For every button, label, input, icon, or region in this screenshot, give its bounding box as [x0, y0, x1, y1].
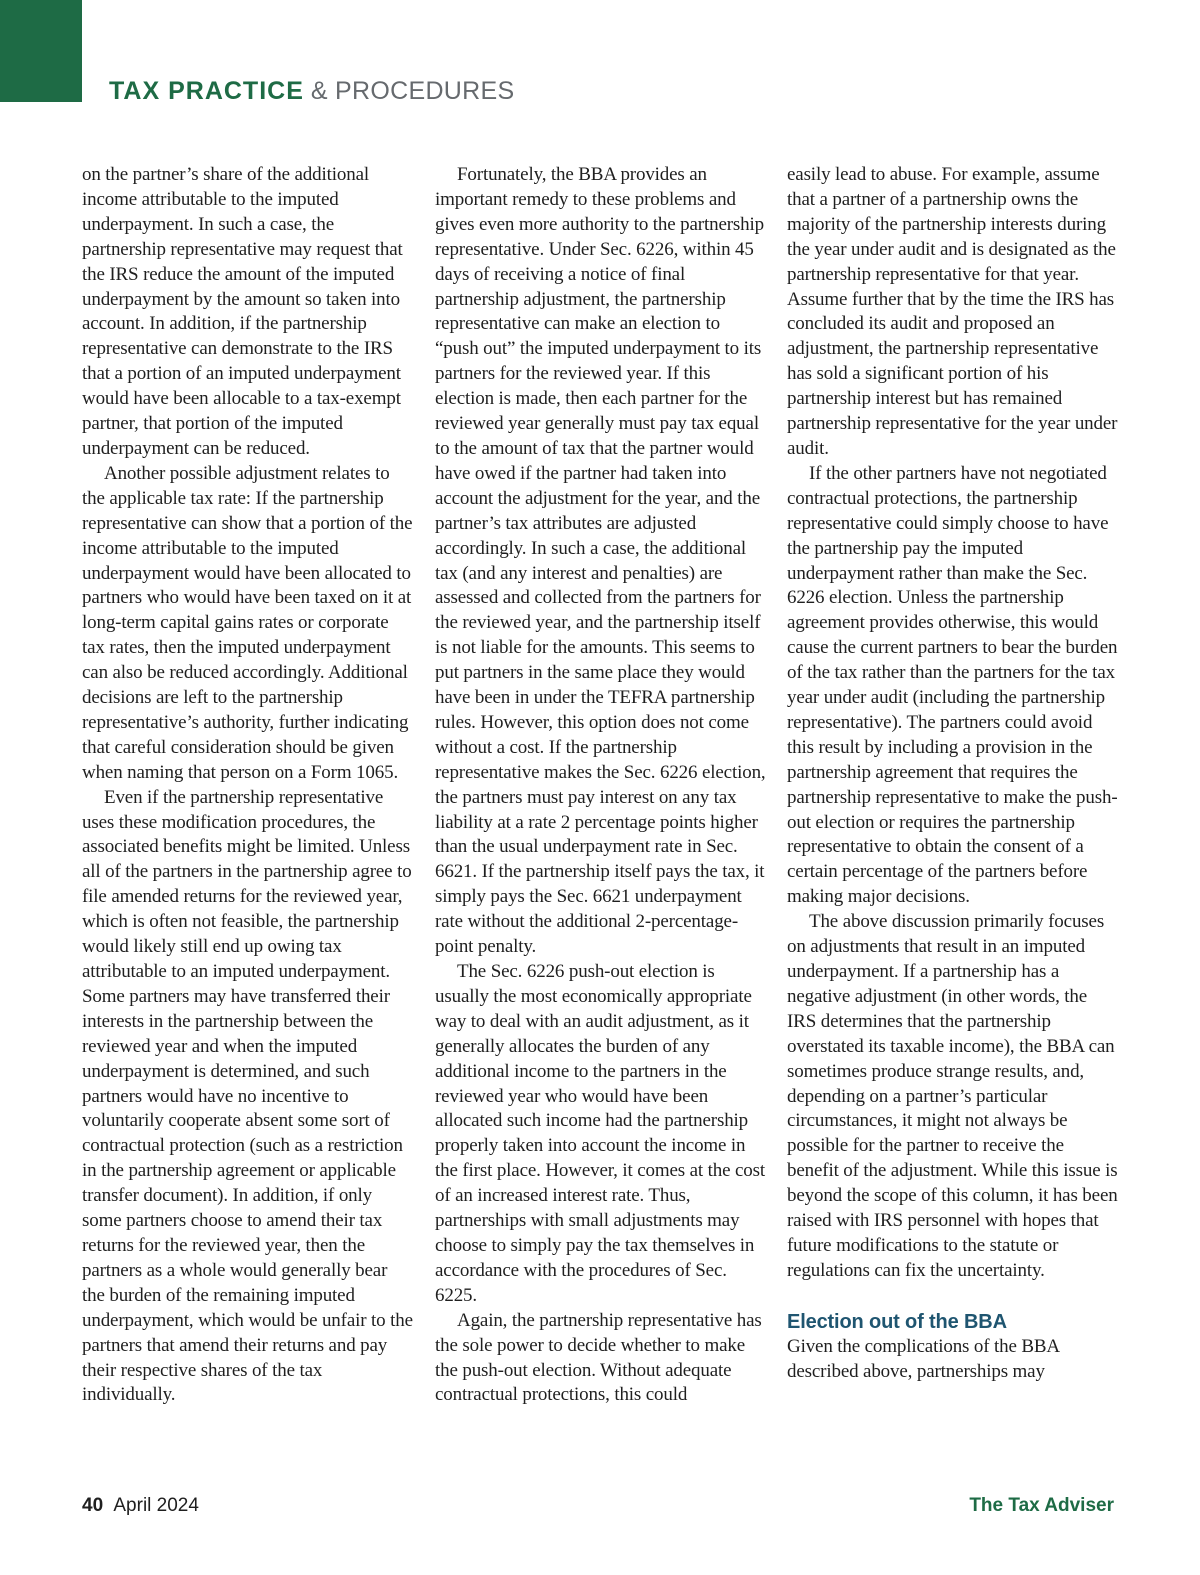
paragraph: Another possible adjustment relates to the applicable tax rate: If the partnership representative can show that a portion of the income attributable to the imputed underpayment would have been allocated to partners who would have been taxed on it at long-term capital gains rates or corporate tax rates, then the imputed underpayment can also be reduced accordingly. Additional decisions are left to the partnership representative’s authority, further indicating that careful consideration should be given when naming that person on a Form 1065.	[82, 462, 413, 783]
paragraph: The Sec. 6226 push-out election is usually the most economically appropriate way to deal with an audit adjustment, as it generally allocates the burden of any additional income to the partners in the reviewed year who would have been allocated such income had the partnership properly taken into account the income in the first place. However, it comes at the cost of an increased interest rate. Thus, partnerships with small adjustments may choose to simply pay the tax themselves in accordance with the procedures of Sec. 6225.	[435, 961, 765, 1306]
article-column-1	[82, 163, 414, 1408]
paragraph: on the partner’s share of the additional income attributable to the imputed underpayment. In such a case, the partnership representative may request that the IRS reduce the amount of the imputed underpayment by the amount so taken into account. In addition, if the partnership representative can demonstrate to the IRS that a portion of an imputed underpayment would have been allocable to a tax-exempt partner, that portion of the imputed underpayment can be reduced.	[82, 164, 403, 459]
subheading-election-out: Election out of the BBA	[787, 1310, 1007, 1333]
paragraph: easily lead to abuse. For example, assume that a partner of a partnership owns the majority of the partnership interests during the year under audit and is designated as the partnership representative for that year. Assume further that by the time the IRS has concluded its audit and proposed an adjustment, the partnership representative has sold a significant portion of his partnership interest but has remained partnership representative for the year under audit.	[787, 164, 1118, 459]
section-title-bold: TAX PRACTICE	[109, 77, 304, 105]
section-header	[109, 74, 514, 108]
paragraph: The above discussion primarily focuses on adjustments that result in an imputed underpayment. If a partnership has a negative adjustment (in other words, the IRS determines that the partnership overstated its taxable income), the BBA can sometimes produce strange results, and, depending on a partner’s particular circumstances, it might not always be possible for the partner to receive the benefit of the adjustment. While this issue is beyond the scope of this column, it has been raised with IRS personnel with hopes that future modifications to the statute or regulations can fix the uncertainty.	[787, 911, 1118, 1281]
article-column-2	[435, 163, 767, 1408]
section-color-tab	[0, 0, 82, 102]
section-title-rest: & PROCEDURES	[310, 77, 515, 105]
page-footer-left	[82, 1494, 199, 1518]
publication-name: The Tax Adviser	[969, 1495, 1114, 1516]
page-number: 40	[82, 1495, 104, 1516]
paragraph: Again, the partnership representative has the sole power to decide whether to make the push-out election. Without adequate contractual protections, this could	[435, 1309, 762, 1406]
paragraph: Even if the partnership representative uses these modification procedures, the associated benefits might be limited. Unless all of the partners in the partnership agree to file amended returns for the reviewed year, which is often not feasible, the partnership would likely still end up owing tax attributable to an imputed underpayment. Some partners may have transferred their interests in the partnership between the reviewed year and when the imputed underpayment is determined, and such partners would have no incentive to voluntarily cooperate absent some sort of contractual protection (such as a restriction in the partnership agreement or applicable transfer document). In addition, if only some partners choose to amend their tax returns for the reviewed year, then the partners as a whole would generally bear the burden of the remaining imputed underpayment, which would be unfair to the partners that amend their returns and pay their respective shares of the tax individually.	[82, 786, 413, 1406]
paragraph: Given the complications of the BBA described above, partnerships may	[787, 1335, 1059, 1382]
paragraph: Fortunately, the BBA provides an important remedy to these problems and gives even more authority to the partnership representative. Under Sec. 6226, within 45 days of receiving a notice of final partnership adjustment, the partnership representative can make an election to “push out” the imputed underpayment to its partners for the reviewed year. If this election is made, then each partner for the reviewed year generally must pay tax equal to the amount of tax that the partner would have owed if the partner had taken into account the adjustment for the year, and the partner’s tax attributes are adjusted accordingly. In such a case, the additional tax (and any interest and penalties) are assessed and collected from the partners for the reviewed year, and the partnership itself is not liable for the amounts. This seems to put partners in the same place they would have been in under the TEFRA partnership rules. However, this option does not come without a cost. If the partnership representative makes the Sec. 6226 election, the partners must pay interest on any tax liability at a rate 2 percentage points higher than the usual underpayment rate in Sec. 6621. If the partnership itself pays the tax, it simply pays the Sec. 6621 underpayment rate without the additional 2-percentage-point penalty.	[435, 164, 766, 958]
issue-date: April 2024	[113, 1495, 199, 1516]
paragraph: If the other partners have not negotiated contractual protections, the partnership representative could simply choose to have the partnership pay the imputed underpayment rather than make the Sec. 6226 election. Unless the partnership agreement provides otherwise, this would cause the current partners to bear the burden of the tax rather than the partners for the tax year under audit (including the partnership representative). The partners could avoid this result by including a provision in the partnership agreement that requires the partnership representative to make the push-out election or requires the partnership representative to obtain the consent of a certain percentage of the partners before making major decisions.	[787, 462, 1118, 908]
article-column-3	[787, 163, 1119, 1385]
